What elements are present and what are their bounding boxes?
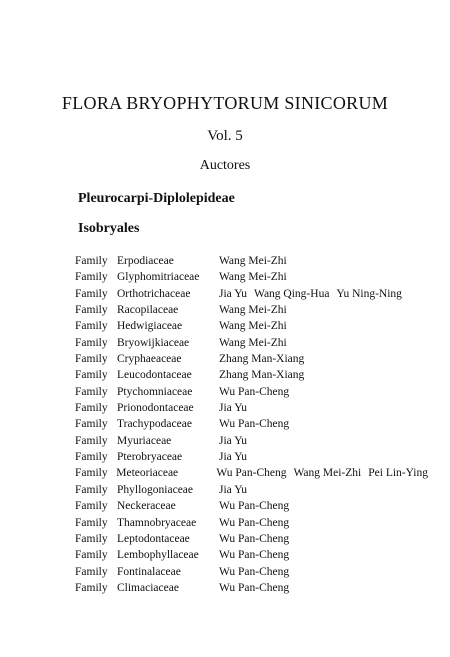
family-name: Erpodiaceae: [117, 255, 174, 267]
volume-label: Vol. 5: [207, 128, 243, 144]
author-name: Yu Ning-Ning: [336, 287, 402, 300]
author-name: Wang Mei-Zhi: [219, 336, 287, 349]
author-name: Wu Pan-Cheng: [219, 385, 290, 398]
family-authors: [219, 318, 435, 334]
author-name: Wu Pan-Cheng: [219, 549, 290, 562]
author-name: Wu Pan-Cheng: [219, 516, 290, 529]
family-name: Leucodontaceae: [117, 369, 192, 382]
author-name: Jia Yu: [219, 451, 248, 464]
author-name: Wu Pan-Cheng: [219, 500, 290, 513]
family-row: [75, 580, 435, 596]
family-row: [75, 302, 435, 318]
family-authors: [219, 449, 435, 465]
family-row: [75, 564, 435, 580]
family-name: Glyphomitriaceae: [117, 271, 200, 284]
family-name: Hedwigiaceae: [117, 320, 183, 333]
family-authors: [219, 253, 435, 269]
family-row: [75, 465, 435, 481]
author-name: Jia Yu: [219, 287, 248, 300]
family-rank-label: Family: [75, 385, 108, 398]
family-name: Lembophyllaceae: [117, 549, 199, 562]
family-authors: [219, 384, 435, 400]
family-authors: [219, 433, 435, 449]
family-name: Trachypodaceae: [117, 418, 192, 431]
family-rank-label: Family: [75, 271, 108, 284]
page-title: FLORA BRYOPHYTORUM SINICORUM: [61, 93, 389, 113]
family-authors: [219, 580, 435, 596]
author-name: Wang Mei-Zhi: [293, 467, 362, 480]
family-row: [75, 433, 435, 449]
family-authors: [219, 367, 435, 383]
author-name: Wang Qing-Hua: [254, 287, 330, 300]
family-rank-label: Family: [75, 532, 108, 545]
family-list: [75, 253, 435, 596]
author-name: Wu Pan-Cheng: [219, 532, 290, 545]
family-name: Racopilaceae: [117, 304, 179, 317]
family-authors: [219, 302, 435, 318]
author-name: Wu Pan-Cheng: [219, 565, 290, 578]
family-rank-label: Family: [75, 255, 108, 267]
family-row: [75, 515, 435, 531]
author-name: Jia Yu: [219, 483, 248, 496]
family-row: [75, 482, 435, 498]
author-name: Wang Mei-Zhi: [219, 271, 287, 284]
author-name: Jia Yu: [219, 402, 248, 415]
family-name: Bryowijkiaceae: [117, 336, 190, 349]
family-authors: [219, 531, 435, 547]
family-authors: [219, 416, 435, 432]
family-rank-label: Family: [75, 500, 108, 513]
family-row: [75, 286, 435, 302]
family-rank-label: Family: [75, 320, 108, 333]
family-name: Cryphaeaceae: [117, 353, 182, 366]
family-rank-label: Family: [75, 434, 108, 447]
author-name: Wu Pan-Cheng: [219, 418, 290, 431]
family-rank-label: Family: [75, 581, 108, 594]
family-row: [75, 269, 435, 285]
family-authors: [219, 335, 435, 351]
family-authors: [219, 269, 435, 285]
family-authors: [219, 564, 435, 580]
family-name: Fontinalaceae: [117, 565, 181, 578]
family-row: [75, 335, 435, 351]
author-name: Wang Mei-Zhi: [219, 304, 287, 317]
family-authors: [219, 547, 435, 563]
family-authors: [219, 286, 435, 302]
author-name: Wu Pan-Cheng: [216, 467, 287, 480]
family-authors: [219, 351, 435, 367]
author-name: Zhang Man-Xiang: [219, 353, 305, 366]
author-name: Wang Mei-Zhi: [219, 255, 287, 267]
author-name: Zhang Man-Xiang: [219, 369, 305, 382]
family-rank-label: Family: [75, 336, 108, 349]
family-row: [75, 351, 435, 367]
family-rank-label: Family: [75, 353, 108, 366]
family-row: [75, 367, 435, 383]
family-rank-label: Family: [75, 451, 108, 464]
family-row: [75, 400, 435, 416]
family-authors: [216, 465, 435, 481]
author-name: Wang Mei-Zhi: [219, 320, 287, 333]
family-rank-label: Family: [75, 549, 108, 562]
family-rank-label: Family: [75, 304, 108, 317]
group-heading: Pleurocarpi-Diplolepideae: [78, 191, 235, 206]
family-rank-label: Family: [75, 287, 108, 300]
order-heading: Isobryales: [78, 221, 140, 236]
family-row: [75, 253, 435, 269]
family-rank-label: Family: [75, 516, 108, 529]
family-authors: [219, 498, 435, 514]
family-row: [75, 498, 435, 514]
family-name: Ptychomniaceae: [117, 385, 193, 398]
family-rank-label: Family: [75, 565, 108, 578]
author-name: Jia Yu: [219, 434, 248, 447]
family-row: [75, 416, 435, 432]
family-name: Neckeraceae: [117, 500, 176, 513]
family-name: Prionodontaceae: [117, 402, 194, 415]
family-rank-label: Family: [75, 483, 108, 496]
author-name: Wu Pan-Cheng: [219, 581, 290, 594]
family-row: [75, 531, 435, 547]
family-name: Myuriaceae: [117, 434, 172, 447]
family-name: Pterobryaceae: [117, 451, 183, 464]
family-rank-label: Family: [75, 418, 108, 431]
family-name: Phyllogoniaceae: [117, 483, 194, 496]
family-name: Orthotrichaceae: [117, 287, 191, 300]
family-rank-label: Family: [75, 467, 108, 480]
family-row: [75, 547, 435, 563]
family-name: Leptodontaceae: [117, 532, 190, 545]
family-authors: [219, 482, 435, 498]
family-name: Thamnobryaceae: [117, 516, 197, 529]
family-rank-label: Family: [75, 369, 108, 382]
family-name: Meteoriaceae: [116, 467, 179, 480]
family-authors: [219, 515, 435, 531]
family-name: Climaciaceae: [117, 581, 179, 594]
family-authors: [219, 400, 435, 416]
family-row: [75, 449, 435, 465]
auctores-heading: Auctores: [199, 158, 251, 173]
family-row: [75, 318, 435, 334]
family-rank-label: Family: [75, 402, 108, 415]
author-name: Pei Lin-Ying: [368, 467, 428, 480]
family-row: [75, 384, 435, 400]
